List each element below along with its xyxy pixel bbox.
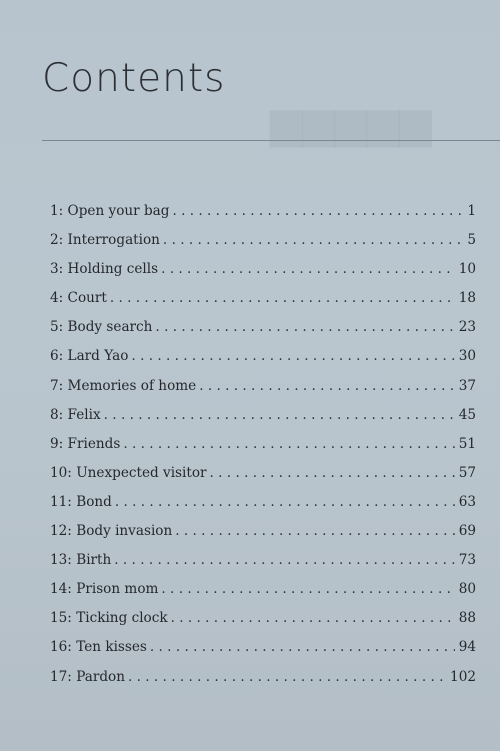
dot-leader (123, 436, 454, 452)
page-title: Contents (42, 56, 226, 101)
dot-leader (172, 203, 463, 219)
dot-leader (171, 610, 455, 626)
toc-entry (50, 203, 476, 232)
chapter-title: 1: Open your bag (50, 203, 170, 219)
toc-entry (50, 669, 476, 698)
toc-entry (50, 581, 476, 610)
chapter-title: 7: Memories of home (50, 377, 197, 394)
dot-leader (161, 581, 454, 597)
toc-entry (50, 348, 476, 377)
chapter-title: 5: Body search (50, 319, 153, 336)
chapter-title: 9: Friends (50, 435, 121, 452)
dot-leader (155, 319, 454, 335)
dot-leader (210, 465, 455, 481)
chapter-title: 16: Ten kisses (50, 639, 147, 656)
dot-leader (104, 407, 455, 423)
chapter-title: 13: Birth (50, 552, 112, 569)
page-number: 10 (458, 261, 476, 278)
chapter-title: 2: Interrogation (50, 232, 160, 249)
page-number: 73 (458, 552, 476, 569)
chapter-title: 17: Pardon (50, 668, 125, 685)
bleed-through-shadow: ▆▆▆▆▆ (270, 98, 432, 147)
page-number: 69 (458, 523, 476, 540)
page-number: 94 (458, 639, 476, 656)
dot-leader (199, 378, 455, 394)
toc-entry (50, 407, 476, 436)
title-divider (42, 140, 500, 141)
toc-entry (50, 639, 476, 668)
page-number: 1 (467, 203, 476, 219)
dot-leader (131, 348, 454, 364)
chapter-title: 3: Holding cells (50, 261, 159, 278)
page-number: 63 (458, 493, 476, 510)
toc-entry (50, 436, 476, 465)
page-number: 88 (458, 610, 476, 627)
chapter-title: 6: Lard Yao (50, 348, 129, 365)
table-of-contents (50, 203, 476, 698)
toc-entry (50, 465, 476, 494)
chapter-title: 11: Bond (50, 493, 112, 510)
page-number: 18 (458, 290, 476, 307)
dot-leader (175, 523, 454, 539)
page-number: 37 (458, 377, 476, 394)
toc-entry (50, 610, 476, 639)
page-number: 45 (458, 406, 476, 423)
toc-entry (50, 552, 476, 581)
dot-leader (110, 290, 455, 306)
page-number: 23 (458, 319, 476, 336)
chapter-title: 15: Ticking clock (50, 610, 168, 627)
chapter-title: 8: Felix (50, 406, 101, 423)
dot-leader (150, 639, 455, 655)
toc-entry (50, 494, 476, 523)
dot-leader (128, 669, 446, 685)
toc-entry (50, 261, 476, 290)
page-number: 57 (458, 464, 476, 481)
dot-leader (114, 552, 454, 568)
page-number: 80 (458, 581, 476, 598)
page-number: 51 (458, 435, 476, 452)
page-number: 5 (467, 232, 476, 249)
dot-leader (115, 494, 455, 510)
chapter-title: 14: Prison mom (50, 581, 159, 598)
dot-leader (163, 232, 463, 248)
dot-leader (161, 261, 455, 277)
chapter-title: 4: Court (50, 290, 107, 307)
toc-entry (50, 290, 476, 319)
toc-entry (50, 232, 476, 261)
toc-entry (50, 319, 476, 348)
page-number: 30 (458, 348, 476, 365)
page-number: 102 (450, 668, 476, 685)
chapter-title: 10: Unexpected visitor (50, 464, 207, 481)
toc-entry (50, 523, 476, 552)
chapter-title: 12: Body invasion (50, 523, 173, 540)
toc-entry (50, 378, 476, 407)
